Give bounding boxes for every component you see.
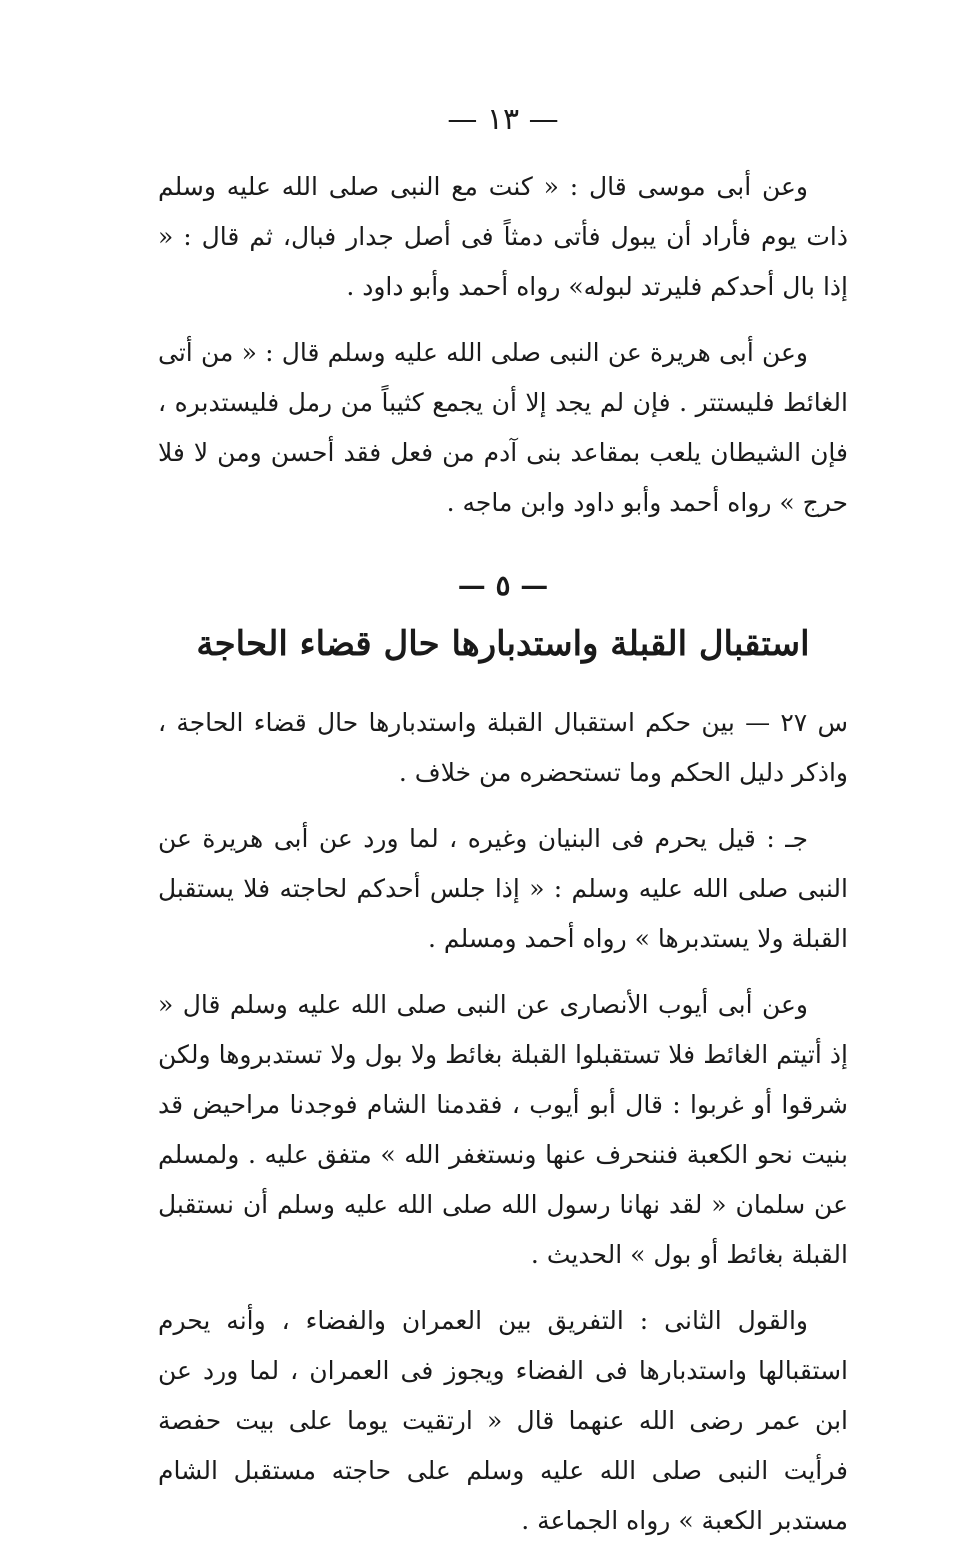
section-title: استقبال القبلة واستدبارها حال قضاء الحاجة (196, 624, 810, 664)
paragraph-text: وعن أبى موسى قال : « كنت مع النبى صلى الله عليه وسلم ذات يوم فأراد أن يبول فأتى دمثاً فى أصل جدار فبال، ثم قال : « إذا بال أحدكم فليرتد لبوله» رواه أحمد وأبو داود . (158, 172, 848, 301)
paragraph-text: وعن أبى أيوب الأنصارى عن النبى صلى الله عليه وسلم قال « إذ أتيتم الغائط فلا تستقبلوا القبلة بغائط ولا بول ولا تستدبروها ولكن شرقوا أو غربوا : قال أبو أيوب ، فقدمنا الشام فوجدنا مراحيض قد بنيت نحو الكعبة فننحرف عنها ونستغفر الله » متفق عليه . ولمسلم عن سلمان « لقد نهانا رسول الله صلى الله عليه وسلم أن نستقبل القبلة بغائط أو بول » الحديث . (158, 990, 848, 1269)
book-page (158, 100, 848, 1562)
answer-paragraph (158, 814, 848, 964)
page-number: — ١٣ — (447, 102, 559, 137)
section-number: — ٥ — (457, 569, 549, 602)
paragraph-text: وعن أبى هريرة عن النبى صلى الله عليه وسلم قال : « من أتى الغائط فليستتر . فإن لم يجد إلا أن يجمع كثيباً من رمل فليستدبره ، فإن الشيطان يلعب بمقاعد بنى آدم من فعل فقد أحسن ومن لا فلا حرج » رواه أحمد وأبو داود وابن ماجه . (158, 338, 848, 517)
paragraph-abu-musa (158, 162, 848, 312)
paragraph-abu-ayyub (158, 980, 848, 1280)
paragraph-second-opinion (158, 1296, 848, 1546)
question-27: س ٢٧ — بين حكم استقبال القبلة واستدبارها حال قضاء الحاجة ، واذكر دليل الحكم وما تستحضره من خلاف . (158, 708, 848, 787)
paragraph-abu-hurayra (158, 328, 848, 528)
paragraph-text: والقول الثانى : التفريق بين العمران والفضاء ، وأنه يحرم استقبالها واستدبارها فى الفضاء ويجوز فى العمران ، لما ورد عن ابن عمر رضى الله عنهما قال « ارتقيت يوما على بيت حفصة فرأيت النبى صلى الله عليه وسلم على حاجته مستقبل الشام مستدبر الكعبة » رواه الجماعة . (158, 1306, 848, 1535)
paragraph-text: جـ : قيل يحرم فى البنيان وغيره ، لما ورد عن أبى هريرة عن النبى صلى الله عليه وسلم : « إذا جلس أحدكم لحاجته فلا يستقبل القبلة ولا يستدبرها » رواه أحمد ومسلم . (158, 824, 848, 953)
